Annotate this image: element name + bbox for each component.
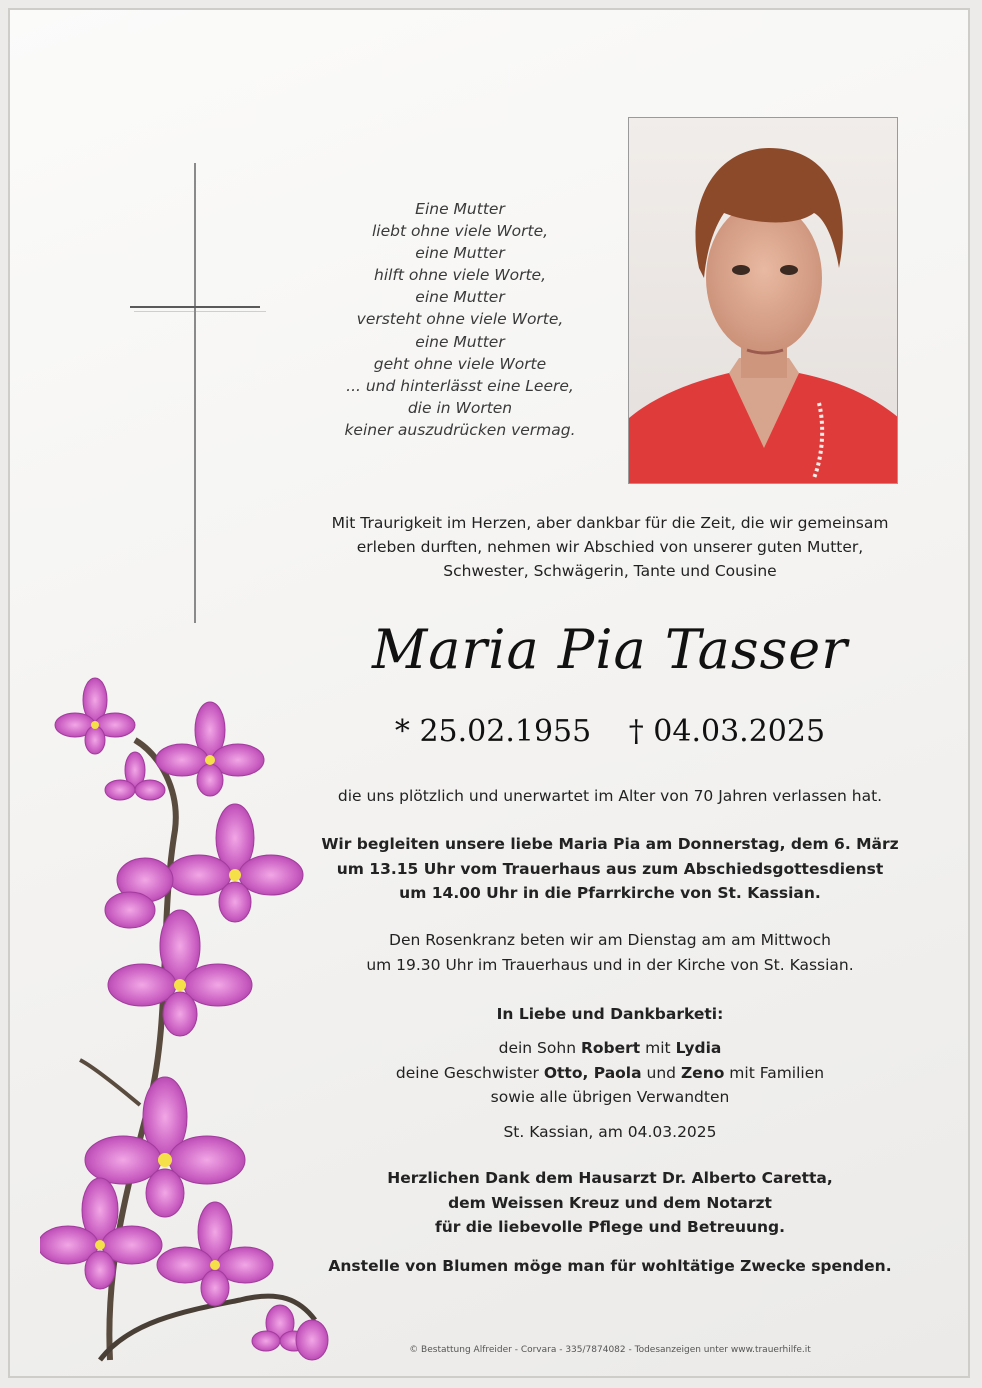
mourner-name: Robert (580, 1039, 641, 1057)
cross-bar (130, 306, 260, 308)
death-date: † 04.03.2025 (628, 714, 826, 749)
poem-line: eine Mutter (415, 332, 505, 351)
funeral-line: Wir begleiten unsere liebe Maria Pia am Donnerstag, dem 6. März (321, 835, 899, 853)
orchid-icon (40, 660, 350, 1370)
thanks-line: dem Weissen Kreuz und dem Notarzt (448, 1193, 772, 1212)
cross-shadow (134, 311, 266, 312)
mourners-heading: In Liebe und Dankbarketi: (496, 1005, 724, 1023)
life-dates (250, 714, 970, 749)
poem (310, 198, 610, 441)
poem-line: geht ohne viele Worte (373, 354, 547, 373)
intro-line: Mit Traurigkeit im Herzen, aber dankbar für die Zeit, die wir gemeinsam (331, 514, 889, 532)
thanks-line: Herzlichen Dank dem Hausarzt Dr. Alberto Caretta, (387, 1169, 833, 1187)
intro-line: Schwester, Schwägerin, Tante und Cousine (443, 562, 777, 580)
mourners-line: dein Sohn Robert mit Lydia (498, 1039, 722, 1057)
mourners-list (250, 1036, 970, 1110)
poem-line: eine Mutter (415, 244, 505, 263)
poem-line: liebt ohne viele Worte, (371, 222, 549, 241)
rosary-info (250, 928, 970, 977)
thanks-line: für die liebevolle Pflege und Betreuung. (434, 1218, 786, 1236)
poem-line: Eine Mutter (415, 200, 505, 218)
intro-line: erleben durften, nehmen wir Abschied von unserer guten Mutter, (356, 538, 864, 556)
cross-icon (194, 163, 196, 623)
thanks-text (250, 1166, 970, 1240)
mourner-name: Otto, Paola (543, 1063, 642, 1082)
age-line: die uns plötzlich und unerwartet im Alter von 70 Jahren verlassen hat. (337, 787, 883, 805)
rosary-line: um 19.30 Uhr im Trauerhaus und in der Kirche von St. Kassian. (366, 955, 854, 974)
footer-credit: © Bestattung Alfreider - Corvara - 335/7874082 - Todesanzeigen unter www.trauerhilfe.it (409, 1345, 811, 1355)
portrait-photo (628, 117, 898, 484)
funeral-line: um 14.00 Uhr in die Pfarrkirche von St. Kassian. (399, 884, 821, 902)
mourners-line: sowie alle übrigen Verwandten (490, 1088, 730, 1106)
place-date: St. Kassian, am 04.03.2025 (503, 1123, 717, 1141)
rosary-line: Den Rosenkranz beten wir am Dienstag am am Mittwoch (389, 931, 831, 949)
funeral-line: um 13.15 Uhr vom Trauerhaus aus zum Abschiedsgottesdienst (336, 859, 884, 878)
poem-line: ... und hinterlässt eine Leere, (346, 376, 574, 395)
mourner-name: Lydia (675, 1039, 722, 1057)
poem-line: hilft ohne viele Worte, (374, 266, 546, 285)
deceased-name: Maria Pia Tasser (371, 618, 849, 681)
birth-date: * 25.02.1955 (394, 714, 592, 749)
poem-line: die in Worten (407, 398, 513, 417)
poem-line: eine Mutter (415, 288, 505, 307)
donation-note: Anstelle von Blumen möge man für wohltätige Zwecke spenden. (328, 1257, 892, 1275)
mourners-line: deine Geschwister Otto, Paola und Zeno mit Familien (395, 1063, 825, 1082)
intro-text (250, 511, 970, 583)
mourner-name: Zeno (680, 1063, 725, 1082)
obituary-card (8, 8, 970, 1378)
poem-line: versteht ohne viele Worte, (356, 310, 564, 329)
poem-line: keiner auszudrücken vermag. (344, 420, 576, 439)
funeral-info (250, 832, 970, 906)
